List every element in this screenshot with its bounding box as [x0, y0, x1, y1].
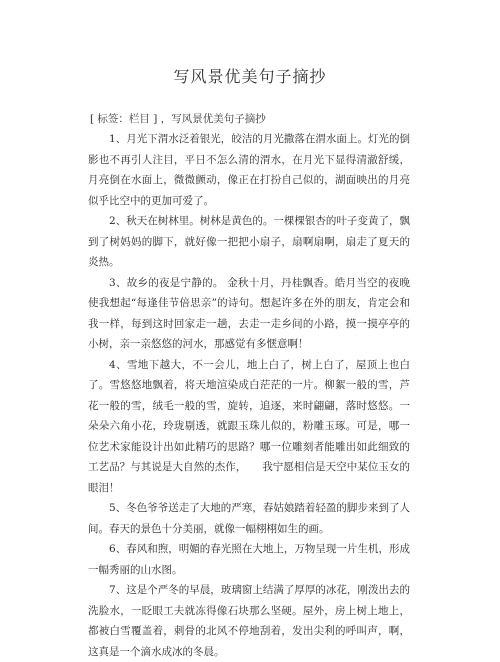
paragraph-2: 2、秋天在树林里。树林是黄色的。一棵棵银杏的叶子变黄了，飘到了树妈妈的脚下，就好像一把把小扇子，扇啊扇啊，扇走了夏天的炎热。	[88, 215, 410, 268]
tags-line: [ 标签：栏目 ] ，写风景优美句子摘抄	[90, 113, 266, 125]
paragraph-7: 7、这是个严冬的早晨，玻璃窗上结满了厚厚的冰花，刚泼出去的洗脸水，一眨眼工夫就冻得像石块那么坚硬。屋外，房上树上地上，都被白雪覆盖着，刺骨的北风不停地刮着，发出尖利的呼叫声，啊，这真是一个滴水成冰的冬晨。	[88, 584, 410, 658]
article-body	[88, 129, 410, 662]
paragraph-6: 6、春风和煦，明媚的春光照在大地上，万物呈现一片生机，形成一幅秀丽的山水图。	[88, 543, 410, 576]
paragraph-5: 5、冬色爷爷送走了大地的严寒，春姑娘踏着轻盈的脚步来到了人间。春天的景色十分美丽，就像一幅栩栩如生的画。	[88, 502, 410, 535]
page-title: 写风景优美句子摘抄	[173, 67, 327, 86]
paragraph-3: 3、故乡的夜是宁静的。 金秋十月，丹桂飘香。皓月当空的夜晚使我想起“每逢佳节倍思亲”的诗句。想起许多在外的朋友，肯定会和我一样，每到这时回家走一趟，去走一走乡间的小路，摸一摸亭亭的小树，亲一亲悠悠的河水，那感觉有多惬意啊！	[88, 276, 410, 350]
paragraph-1: 1、月光下渭水泛着银光，皎洁的月光撒落在渭水面上。灯光的倒影也不再引人注目，平日不怎么清的渭水，在月光下显得清澈舒缓，月亮倒在水面上，微微颤动，像正在打扮自己似的，湖面映出的月亮似乎比空中的更加可爱了。	[88, 133, 410, 207]
paragraph-4: 4、雪地下越大，不一会儿，地上白了，树上白了，屋顶上也白了。雪悠悠地飘着，将天地渲染成白茫茫的一片。柳絮一般的雪，芦花一般的雪，绒毛一般的雪，旋转，追逐，来时翩翩，落时悠悠。一朵朵六角小花，玲珑剔透，就跟玉珠儿似的，粉雕玉琢。可是，哪一位艺术家能设计出如此精巧的思路？哪一位雕刻者能雕出如此细致的工艺品？与其说是大自然的杰作， 我宁愿相信是天空中某位玉女的眼泪！	[88, 358, 410, 494]
